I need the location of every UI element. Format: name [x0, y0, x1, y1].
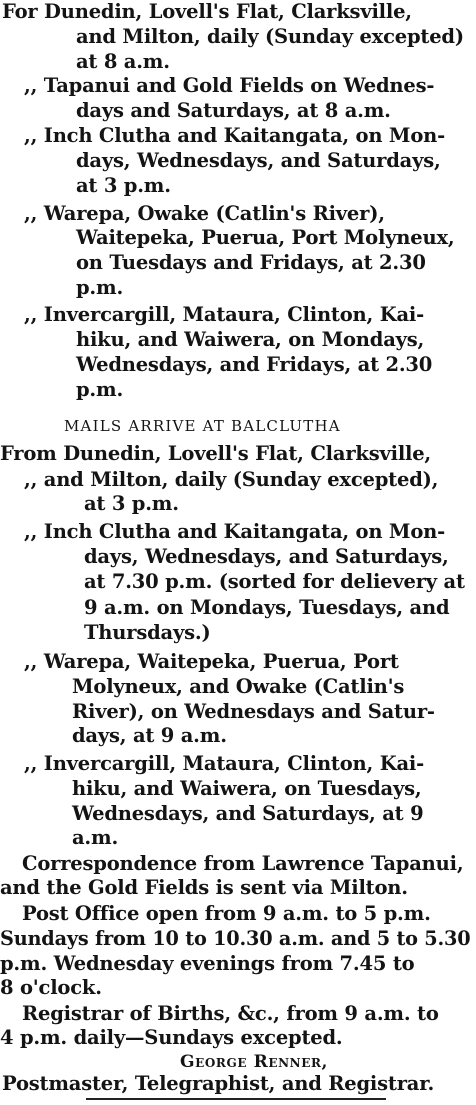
- arr-line-5: days, Wednesdays, and Saturdays,: [84, 545, 449, 568]
- note-line-2: and the Gold Fields is sent via Milton.: [0, 876, 408, 899]
- arr-line-10: Molyneux, and Owake (Catlin's: [72, 675, 405, 698]
- bottom-rule: [86, 1098, 386, 1100]
- arr-line-2: ,, and Milton, daily (Sunday excepted),: [24, 468, 439, 491]
- arr-line-3: at 3 p.m.: [84, 492, 179, 515]
- arr-line-12: days, at 9 a.m.: [72, 724, 227, 747]
- dep-line-6: ,, Inch Clutha and Kaitangata, on Mon-: [24, 124, 445, 147]
- note-line-8: 4 p.m. daily—Sundays excepted.: [0, 1026, 343, 1049]
- note-line-6: 8 o'clock.: [0, 976, 102, 999]
- arr-line-6: at 7.30 p.m. (sorted for delievery at: [84, 570, 465, 593]
- signature-name: George Renner,: [180, 1052, 329, 1072]
- dep-line-3: at 8 a.m.: [76, 50, 170, 73]
- note-line-5: p.m. Wednesday evenings from 7.45 to: [0, 952, 415, 975]
- dep-line-15: Wednesdays, and Fridays, at 2.30: [76, 353, 433, 376]
- arr-line-1: From Dunedin, Lovell's Flat, Clarksville,: [0, 442, 432, 465]
- dep-line-4: ,, Tapanui and Gold Fields on Wednes-: [24, 74, 435, 97]
- signature-title: Postmaster, Telegraphist, and Registrar.: [2, 1072, 435, 1095]
- dep-line-8: at 3 p.m.: [76, 174, 171, 197]
- arr-line-14: hiku, and Waiwera, on Tuesdays,: [72, 777, 422, 800]
- arr-line-7: 9 a.m. on Mondays, Tuesdays, and: [84, 596, 450, 619]
- dep-line-14: hiku, and Waiwera, on Mondays,: [76, 328, 425, 351]
- dep-line-10: Waitepeka, Puerua, Port Molyneux,: [76, 226, 455, 249]
- note-line-3: Post Office open from 9 a.m. to 5 p.m.: [22, 902, 431, 925]
- arr-line-4: ,, Inch Clutha and Kaitangata, on Mon-: [24, 520, 445, 543]
- dep-line-2: and Milton, daily (Sunday excepted): [76, 25, 464, 48]
- note-line-4: Sundays from 10 to 10.30 a.m. and 5 to 5.30: [0, 927, 471, 950]
- note-line-7: Registrar of Births, &c., from 9 a.m. to: [22, 1002, 439, 1025]
- arr-line-13: ,, Invercargill, Mataura, Clinton, Kai-: [24, 752, 424, 775]
- dep-line-13: ,, Invercargill, Mataura, Clinton, Kai-: [24, 303, 424, 326]
- dep-line-11: on Tuesdays and Fridays, at 2.30: [76, 251, 426, 274]
- arr-line-16: a.m.: [72, 826, 119, 849]
- arr-line-9: ,, Warepa, Waitepeka, Puerua, Port: [24, 650, 399, 673]
- dep-line-5: days and Saturdays, at 8 a.m.: [76, 99, 391, 122]
- note-line-1: Correspondence from Lawrence Tapanui,: [22, 852, 464, 875]
- dep-line-16: p.m.: [76, 378, 124, 401]
- dep-line-1: For Dunedin, Lovell's Flat, Clarksville,: [2, 0, 412, 23]
- dep-line-12: p.m.: [76, 276, 124, 299]
- arr-line-8: Thursdays.): [84, 621, 211, 644]
- dep-line-9: ,, Warepa, Owake (Catlin's River),: [24, 202, 385, 225]
- arr-line-15: Wednesdays, and Saturdays, at 9: [72, 802, 424, 825]
- section-heading: MAILS ARRIVE AT BALCLUTHA: [64, 417, 341, 435]
- arr-line-11: River), on Wednesdays and Satur-: [72, 700, 435, 723]
- dep-line-7: days, Wednesdays, and Saturdays,: [76, 149, 441, 172]
